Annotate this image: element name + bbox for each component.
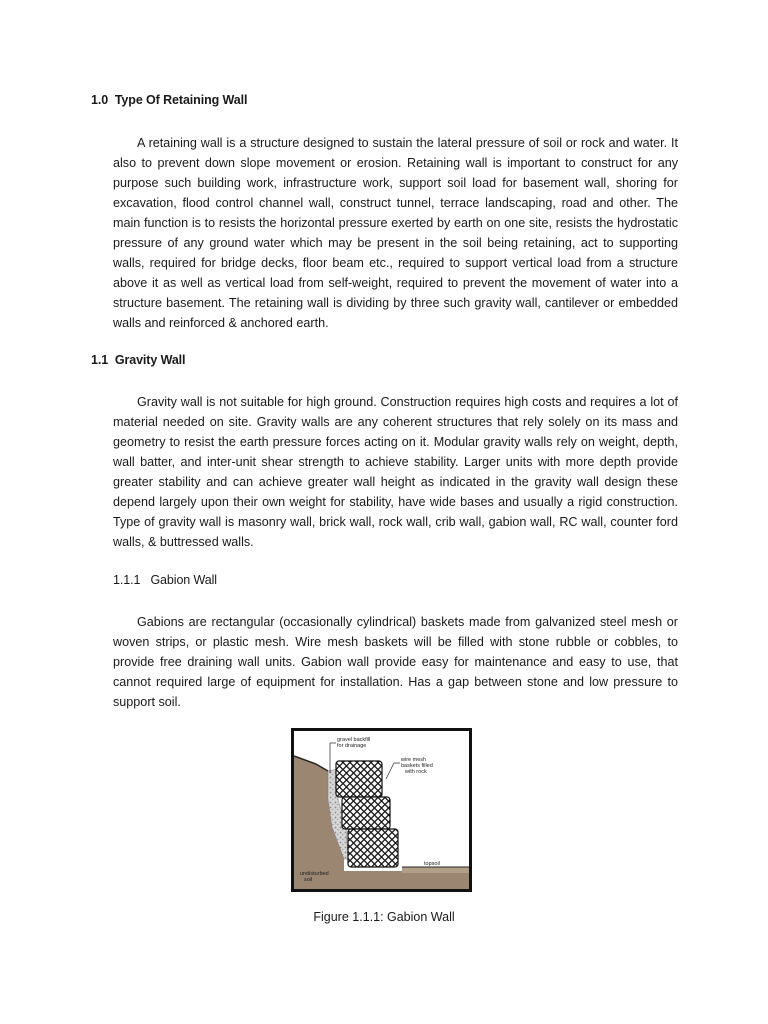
label-gravel-line-2: for drainage xyxy=(337,743,367,749)
section-number: 1.1 xyxy=(91,353,109,367)
topsoil-layer xyxy=(402,867,469,873)
gabion-basket xyxy=(336,761,382,797)
paragraph-text: Gravity wall is not suitable for high ground. Construction requires high costs and requires a lot of material needed on site. Gravity walls are any coherent structures that rely solely on its mass and geometry to resist the earth pressure forces acting on it. Modular gravity walls rely on weight, depth, wall batter, and inter-unit shear strength to achieve stability. Larger units with more depth provide greater stability and can achieve greater wall height as indicated in the gravity wall design these depend largely upon their own weight for stability, have wide bases and usually a rigid construction. Type of gravity wall is masonry wall, brick wall, rock wall, crib wall, gabion wall, RC wall, counter ford walls, & buttressed walls. xyxy=(113,395,678,549)
label-soil-line-2: soil xyxy=(304,877,313,883)
paragraph-text: Gabions are rectangular (occasionally cylindrical) baskets made from galvanized steel mesh or woven strips, or plastic mesh. Wire mesh baskets will be filled with stone rubble or cobbles, to provide free draining wall units. Gabion wall provide easy for maintenance and easy to use, that cannot required large of equipment for installation. Has a gap between stone and low pressure to support soil. xyxy=(113,615,678,709)
paragraph-text: A retaining wall is a structure designed to sustain the lateral pressure of soil or rock and water. It also to prevent down slope movement or erosion. Retaining wall is important to construct for any purpose such building work, infrastructure work, support soil load for basement wall, shoring for excavation, flood control channel wall, construct tunnel, terrace landscaping, road and other. The main function is to resists the horizontal pressure exerted by earth on one site, resists the hydrostatic pressure of any ground water which may be present in the soil being retaining, act to supporting walls, required for bridge decks, floor beam etc., required to support vertical load from a structure above it as well as vertical load from self-weight, required to prevent the movement of water into a structure basement. The retaining wall is dividing by three such gravity wall, cantilever or embedded walls and reinforced & anchored earth. xyxy=(113,136,678,330)
section-paragraph-1-1 xyxy=(113,392,678,552)
section-heading-1-1-1 xyxy=(113,573,217,587)
section-heading-1-1 xyxy=(91,353,185,367)
gabion-wall-figure xyxy=(291,728,472,892)
section-title: Gravity Wall xyxy=(114,353,186,367)
label-topsoil: topsoil xyxy=(424,861,440,867)
section-paragraph-1-0 xyxy=(113,133,678,333)
section-title: Type Of Retaining Wall xyxy=(114,93,248,107)
label-soil-line-1: undisturbed xyxy=(300,871,329,877)
label-baskets-line-3: with rock xyxy=(405,769,427,775)
gabion-wall-diagram xyxy=(294,731,469,889)
section-title: Gabion Wall xyxy=(150,573,217,587)
gabion-basket xyxy=(348,829,398,867)
gabion-basket xyxy=(342,797,390,829)
section-number: 1.0 xyxy=(91,93,109,107)
label-baskets-line-2: baskets filled xyxy=(401,763,433,769)
figure-caption: Figure 1.1.1: Gabion Wall xyxy=(313,910,455,924)
label-gravel-line-1: gravel backfill xyxy=(337,737,371,743)
section-number: 1.1.1 xyxy=(113,573,141,587)
section-paragraph-1-1-1 xyxy=(113,612,678,712)
label-baskets-line-1: wire mesh xyxy=(401,757,427,763)
section-heading-1-0 xyxy=(91,93,247,107)
